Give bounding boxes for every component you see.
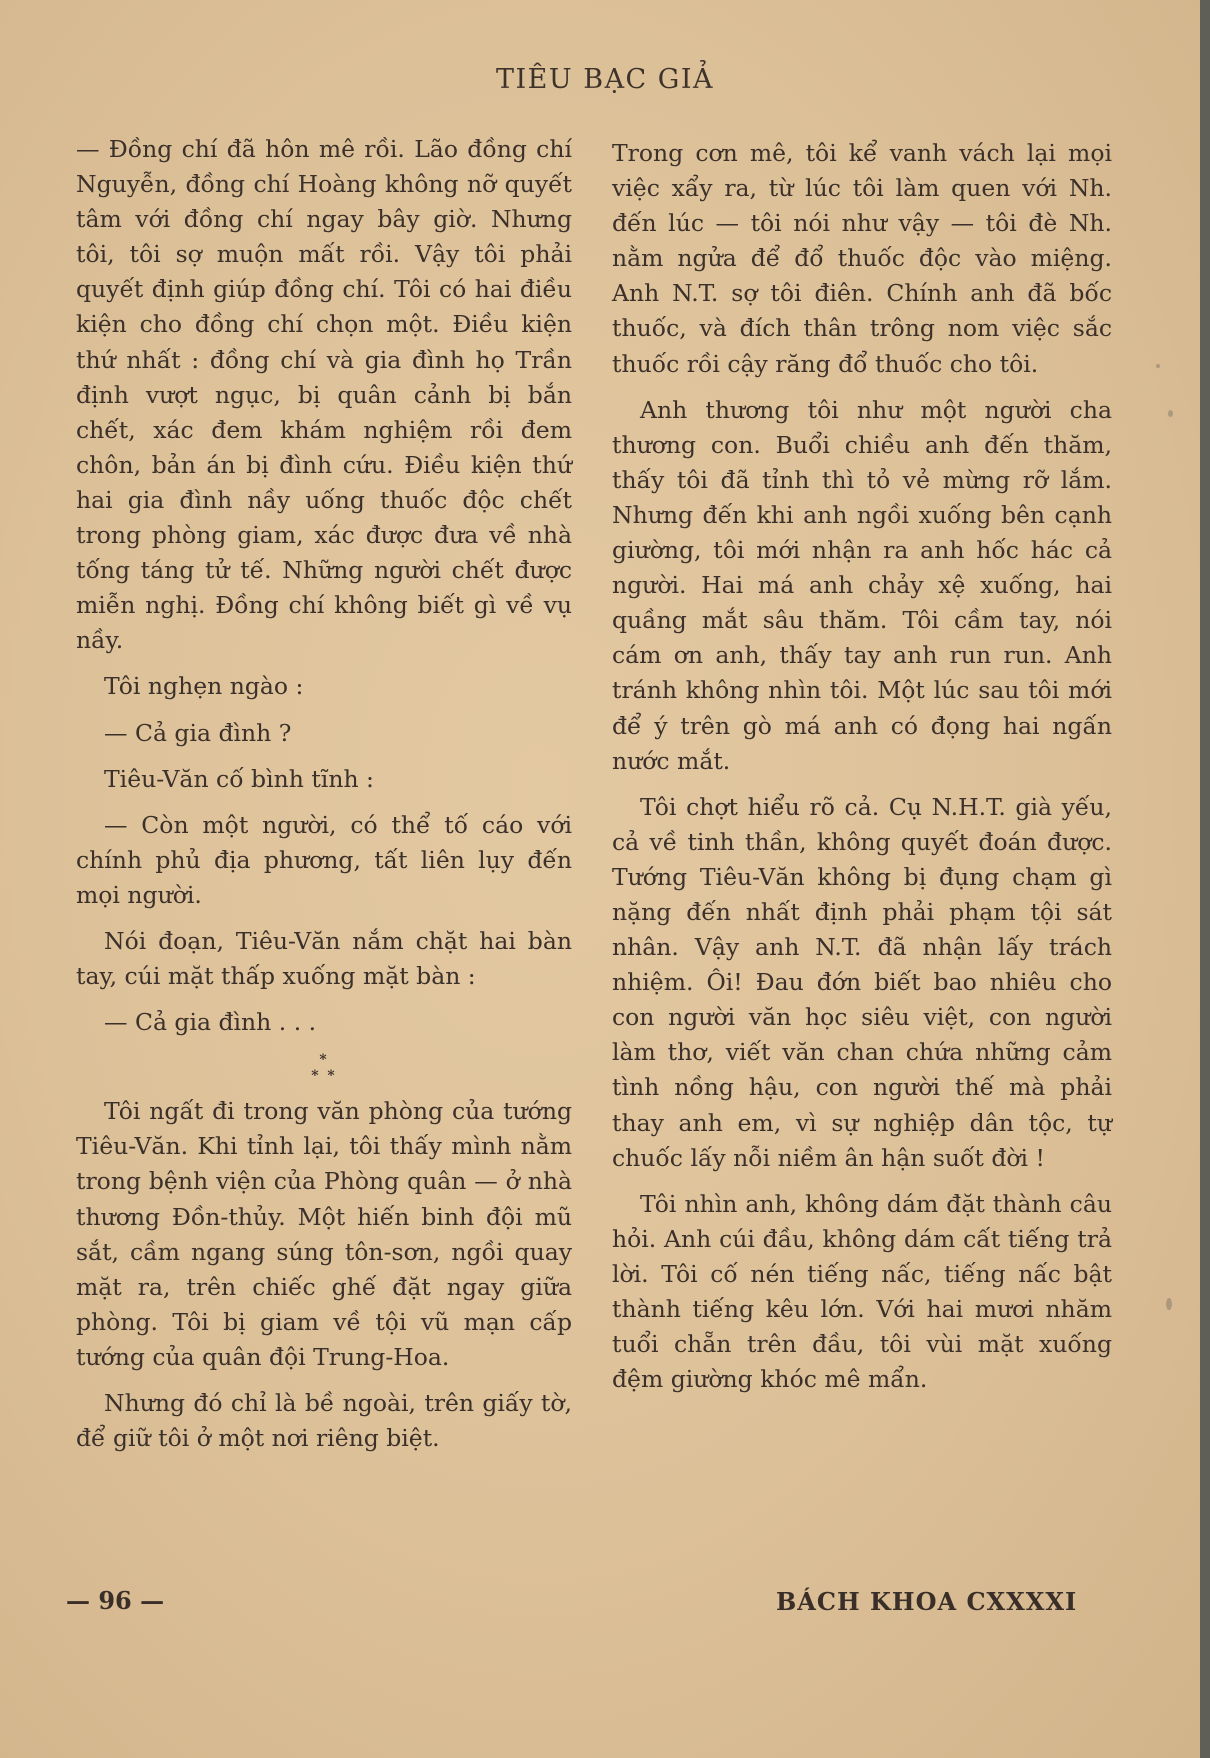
magazine-issue: BÁCH KHOA CXXXXI: [776, 1587, 1078, 1616]
paragraph: — Cả gia đình . . .: [104, 1008, 317, 1037]
paragraph: Nhưng đó chỉ là bề ngoài, trên giấy tờ, để giữ tôi ở một nơi riêng biệt.: [76, 1389, 572, 1453]
running-title: TIÊU BẠC GIẢ: [496, 64, 715, 95]
page-edge-shadow: [1200, 0, 1210, 1758]
paragraph: Tiêu-Văn cố bình tĩnh :: [104, 764, 374, 793]
paragraph: — Còn một người, có thể tố cáo với chính phủ địa phương, tất liên lụy đến mọi người.: [76, 810, 572, 909]
paragraph: Tôi nhìn anh, không dám đặt thành câu hỏi. Anh cúi đầu, không dám cất tiếng trả lời. Tôi cố nén tiếng nấc, tiếng nấc bật thành tiếng kêu lớn. Với hai mươi nhăm tuổi chẵn trên đầu, tôi vùi mặt xuống đệm giường khóc mê mẩn.: [612, 1189, 1112, 1394]
paper-speck: [1168, 410, 1173, 417]
section-break-bottom: * *: [311, 1068, 337, 1085]
paragraph: Tôi ngất đi trong văn phòng của tướng Tiêu-Văn. Khi tỉnh lại, tôi thấy mình nằm trong bệnh viện của Phòng quân — ở nhà thương Đồn-thủy. Một hiến binh đội mũ sắt, cầm ngang súng tôn-sơn, ngồi quay mặt ra, trên chiếc ghế đặt ngay giữa phòng. Tôi bị giam về tội vũ mạn cấp tướng của quân đội Trung-Hoa.: [76, 1097, 572, 1371]
left-column: [76, 132, 572, 1467]
section-break: [76, 1052, 572, 1084]
paper-speck: [1166, 1298, 1172, 1310]
paragraph: — Đồng chí đã hôn mê rồi. Lão đồng chí Nguyễn, đồng chí Hoàng không nỡ quyết tâm với đồng chí ngay bây giờ. Nhưng tôi, tôi sợ muộn mất rồi. Vậy tôi phải quyết định giúp đồng chí. Tôi có hai điều kiện cho đồng chí chọn một. Điều kiện thứ nhất : đồng chí và gia đình họ Trần định vượt ngục, bị quân cảnh bị bắn chết, xác đem khám nghiệm rồi đem chôn, bản án bị đình cứu. Điều kiện thứ hai gia đình nầy uống thuốc độc chết trong phòng giam, xác được đưa về nhà tống táng tử tế. Những người chết được miễn nghị. Đồng chí không biết gì về vụ nầy.: [76, 135, 572, 655]
page-number: — 96 —: [66, 1586, 165, 1615]
right-column: [612, 136, 1112, 1408]
paragraph: Trong cơn mê, tôi kể vanh vách lại mọi việc xẩy ra, từ lúc tôi làm quen với Nh. đến lúc — tôi nói như vậy — tôi đè Nh. nằm ngửa để đổ thuốc độc vào miệng. Anh N.T. sợ tôi điên. Chính anh đã bốc thuốc, và đích thân trông nom việc sắc thuốc rồi cậy răng đổ thuốc cho tôi.: [612, 139, 1112, 378]
paragraph: Anh thương tôi như một người cha thương con. Buổi chiều anh đến thăm, thấy tôi đã tỉnh thì tỏ vẻ mừng rỡ lắm. Nhưng đến khi anh ngồi xuống bên cạnh giường, tôi mới nhận ra anh hốc hác cả người. Hai má anh chảy xệ xuống, hai quầng mắt sâu thăm. Tôi cầm tay, nói cám ơn anh, thấy tay anh run run. Anh tránh không nhìn tôi. Một lúc sau tôi mới để ý trên gò má anh có đọng hai ngấn nước mắt.: [612, 395, 1112, 775]
paragraph: Nói đoạn, Tiêu-Văn nắm chặt hai bàn tay, cúi mặt thấp xuống mặt bàn :: [76, 926, 572, 991]
section-break-top: *: [319, 1052, 329, 1069]
paragraph: Tôi nghẹn ngào :: [104, 672, 304, 701]
paper-speck: [1156, 364, 1160, 368]
paragraph: — Cả gia đình ?: [104, 718, 292, 747]
paragraph: Tôi chợt hiểu rõ cả. Cụ N.H.T. già yếu, cả về tinh thần, không quyết đoán được. Tướng Tiêu-Văn không bị đụng chạm gì nặng đến nhất định phải phạm tội sát nhân. Vậy anh N.T. đã nhận lấy trách nhiệm. Ôi! Đau đớn biết bao nhiêu cho con người văn học siêu việt, con người làm thơ, viết văn chan chứa những cảm tình nồng hậu, con người thế mà phải thay anh em, vì sự nghiệp dân tộc, tự chuốc lấy nỗi niềm ân hận suốt đời !: [612, 792, 1112, 1172]
